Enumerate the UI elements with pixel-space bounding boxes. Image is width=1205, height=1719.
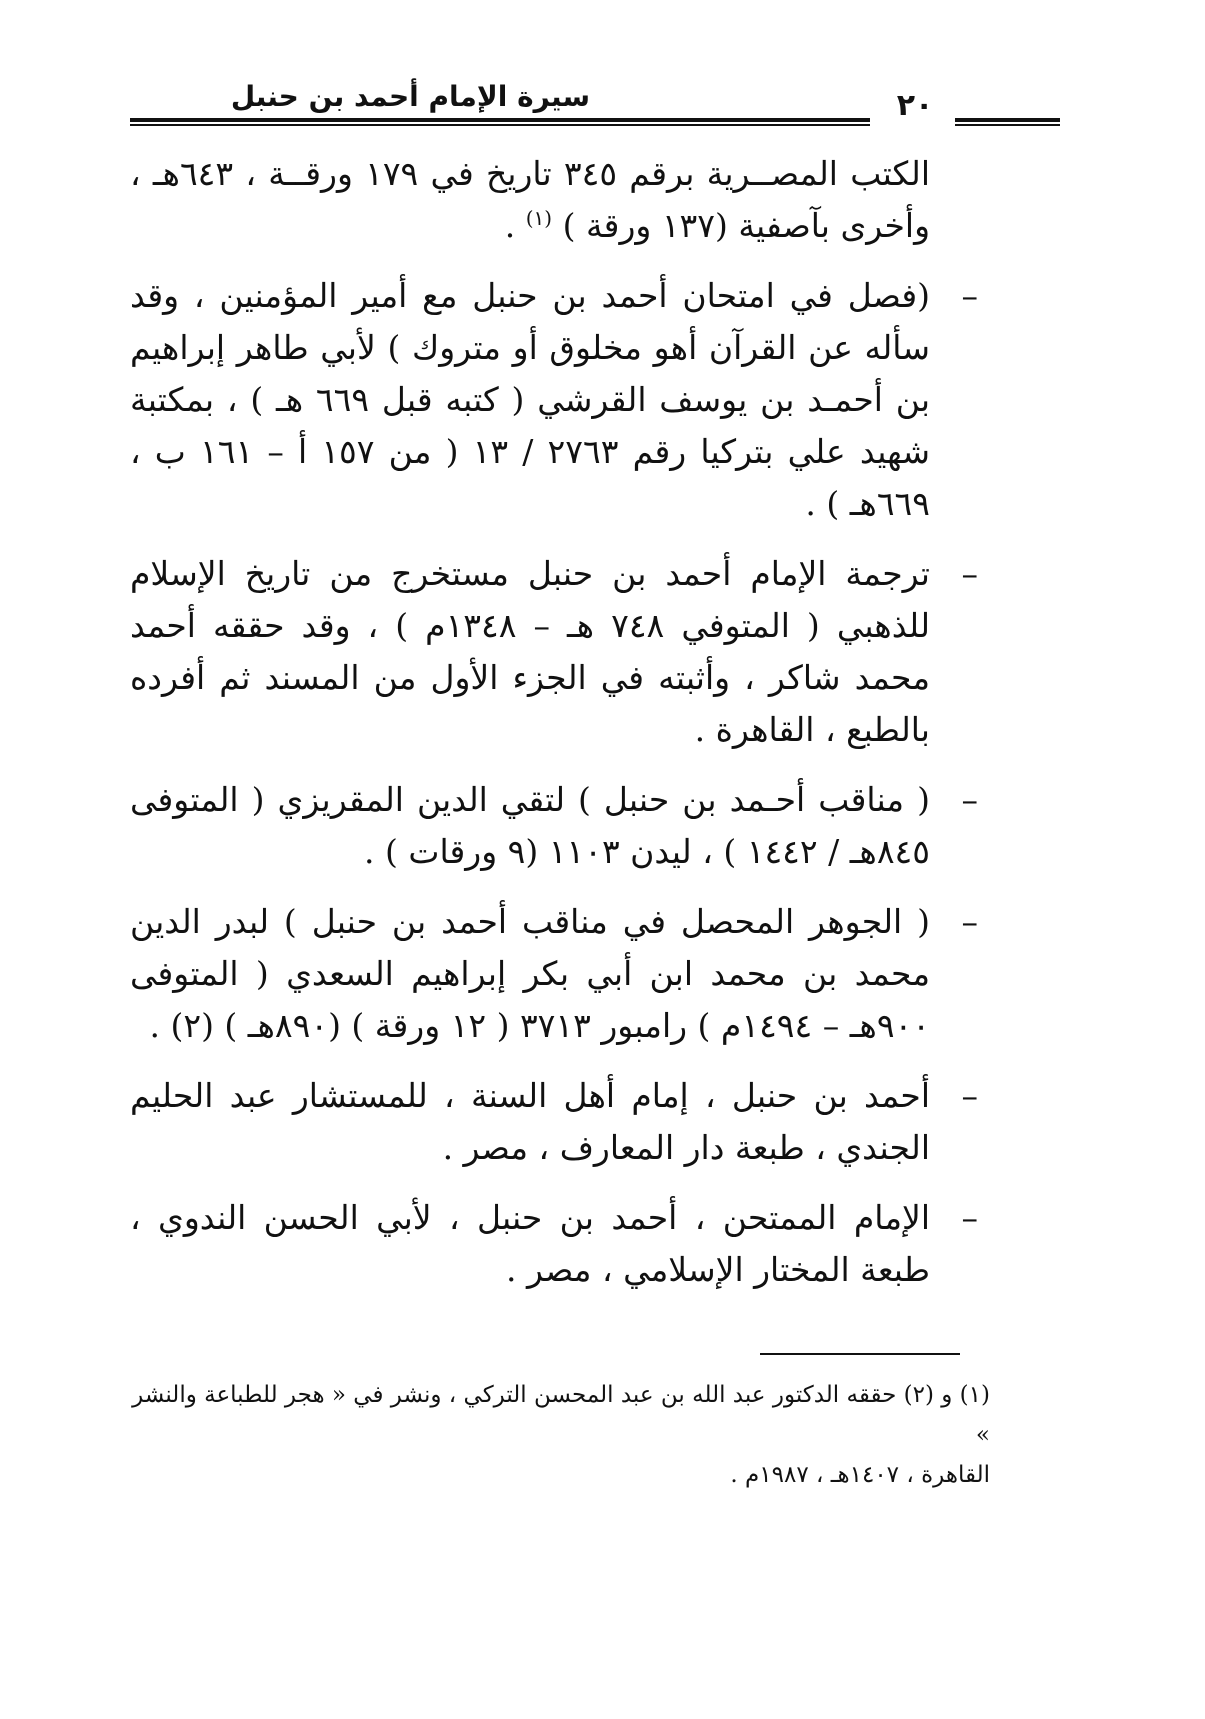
entry-dash: – [961,554,978,593]
entry-text: الإمام الممتحن ، أحمد بن حنبل ، لأبي الحسن الندوي ، طبعة المختار الإسلامي ، مصر . [130,1198,930,1289]
entry-dash: – [961,902,978,941]
entry-text: ( مناقب أحـمد بن حنبل ) لتقي الدين المقريزي ( المتوفى ٨٤٥هـ / ١٤٤٢ ) ، ليدن ١١٠٣ (٩ ورقات ) . [130,780,930,871]
footnote-line-2: القاهرة ، ١٤٠٧هـ ، ١٩٨٧م . [730,1462,990,1488]
intro-paragraph [130,148,980,252]
entry-dash: – [961,276,978,315]
page-number: ٢٠ [896,88,934,123]
header-rule-right-thin [955,124,1060,126]
entry-dash: – [961,780,978,819]
footnote-line-1: (١) و (٢) حققه الدكتور عبد الله بن عبد المحسن التركي ، ونشر في « هجر للطباعة والنشر » [132,1382,990,1448]
header-rule-right [955,118,1060,122]
footnote-separator [760,1353,960,1355]
intro-line-1: الكتب المصــرية برقم ٣٤٥ تاريخ في ١٧٩ ورقــة ، ٦٤٣هـ ، [130,154,931,193]
footnotes [130,1375,990,1495]
entry-text: أحمد بن حنبل ، إمام أهل السنة ، للمستشار عبد الحليم الجندي ، طبعة دار المعارف ، مصر . [130,1076,930,1167]
entry-text: (فصل في امتحان أحمد بن حنبل مع أمير المؤمنين ، وقد سأله عن القرآن أهو مخلوق أو متروك ) لأبي طاهر إبراهيم بن أحمـد بن يوسف القرشي ( كتبه قبل ٦٦٩ هـ ) ، بمكتبة شهيد علي بتركيا رقم ٢٧٦٣ / ١٣ ( من ١٥٧ أ – ١٦١ ب ، ٦٦٩هـ ) . [130,276,931,523]
book-title: سيرة الإمام أحمد بن حنبل [230,80,590,113]
bibliography-entry [130,774,980,878]
entry-text: ترجمة الإمام أحمد بن حنبل مستخرج من تاريخ الإسلام للذهبي ( المتوفي ٧٤٨ هـ – ١٣٤٨م ) ، وقد حققه أحمد محمد شاكر ، وأثبته في الجزء الأول من المسند ثم أفرده بالطبع ، القاهرة . [130,554,930,749]
header-rule [130,118,870,122]
bibliography-entry [130,1070,980,1174]
intro-end: . [504,206,516,245]
bibliography-entry [130,896,980,1052]
running-header [130,70,1060,140]
main-text [130,148,980,1314]
bibliography-entry [130,1192,980,1296]
entry-dash: – [961,1198,978,1237]
bibliography-entry [130,548,980,756]
entry-text: ( الجوهر المحصل في مناقب أحمد بن حنبل ) لبدر الدين محمد بن محمد ابن أبي بكر إبراهيم السعدي ( المتوفى ٩٠٠هـ – ١٤٩٤م ) رامبور ٣٧١٣ ( ١٢ ورقة ) (٨٩٠هـ ) (٢) . [130,902,930,1045]
footnote-ref-1: (١) [525,206,553,230]
header-rule-thin [130,124,870,126]
entry-dash: – [961,1076,978,1115]
intro-line-2: وأخرى بآصفية (١٣٧ ورقة ) [562,206,930,245]
bibliography-list [130,270,980,1296]
bibliography-entry [130,270,980,530]
